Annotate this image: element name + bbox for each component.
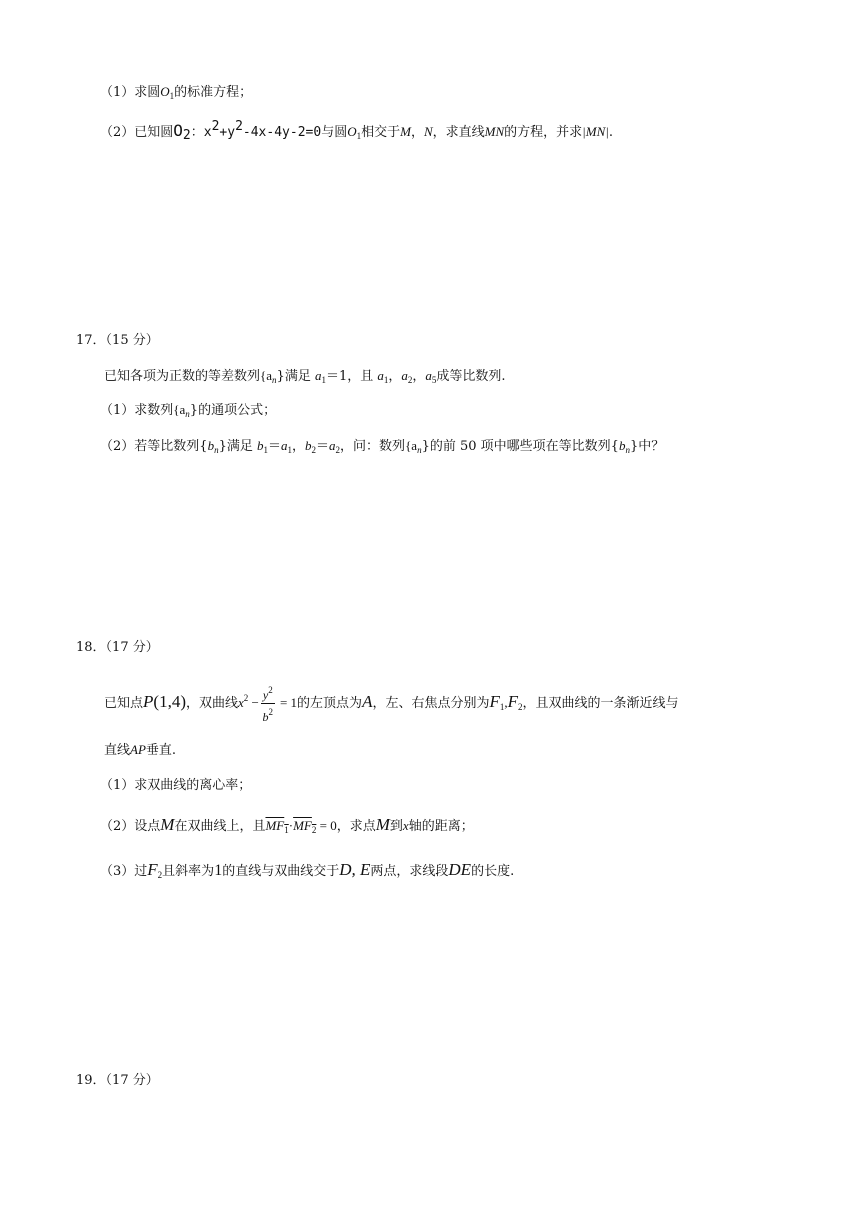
q17-part2: （2）若等比数列$\{b_n\}$满足 $b_1=a_1$，$b_2=a_2$，问：数列$\{a_n\}$的前 50 项中哪些项在等比数列$\{b_n\}$中？ bbox=[100, 438, 665, 455]
q17-intro: 已知各项为正数的等差数列$\{a_n\}$满足 $a_1=1$，且 $a_1$，$a_2$，$a_5$成等比数列. bbox=[104, 368, 506, 385]
q19-heading: 19．（17 分） bbox=[76, 1073, 159, 1088]
q18-heading: 18．（17 分） bbox=[76, 640, 159, 655]
q18-intro: 已知点P(1,4)，双曲线$x^2$ − $\frac{y^2}{b^2}$ = 1的左顶点为A，左、右焦点分别为$F_1,F_2$，且双曲线的一条渐近线与 bbox=[104, 680, 679, 725]
q18-part1: （1）求双曲线的离心率； bbox=[100, 778, 252, 793]
q17-heading: 17．（15 分） bbox=[76, 333, 159, 348]
fraction-y2-b2: $\frac{y^2}{b^2}$ bbox=[261, 682, 275, 725]
q18-part3: （3）过$F_2$且斜率为1的直线与双曲线交于D, E两点，求线段DE的长度. bbox=[100, 860, 515, 880]
q16-part1: （1）求圆$O_1$的标准方程； bbox=[100, 84, 253, 101]
q16-part2: （2）已知圆$O_2$：$x^2+y^2-4x-4y-2=0$与圆$O_1$相交于M，N，求直线MN的方程，并求|MN|. bbox=[100, 119, 613, 143]
q18-part2: （2）设点M在双曲线上，且$MF_1\cdot MF_2 = 0$，求点M到x轴的距离； bbox=[100, 815, 474, 835]
q18-intro-cont: 直线AP垂直. bbox=[104, 742, 177, 758]
q17-part1: （1）求数列$\{a_n\}$的通项公式； bbox=[100, 402, 277, 419]
